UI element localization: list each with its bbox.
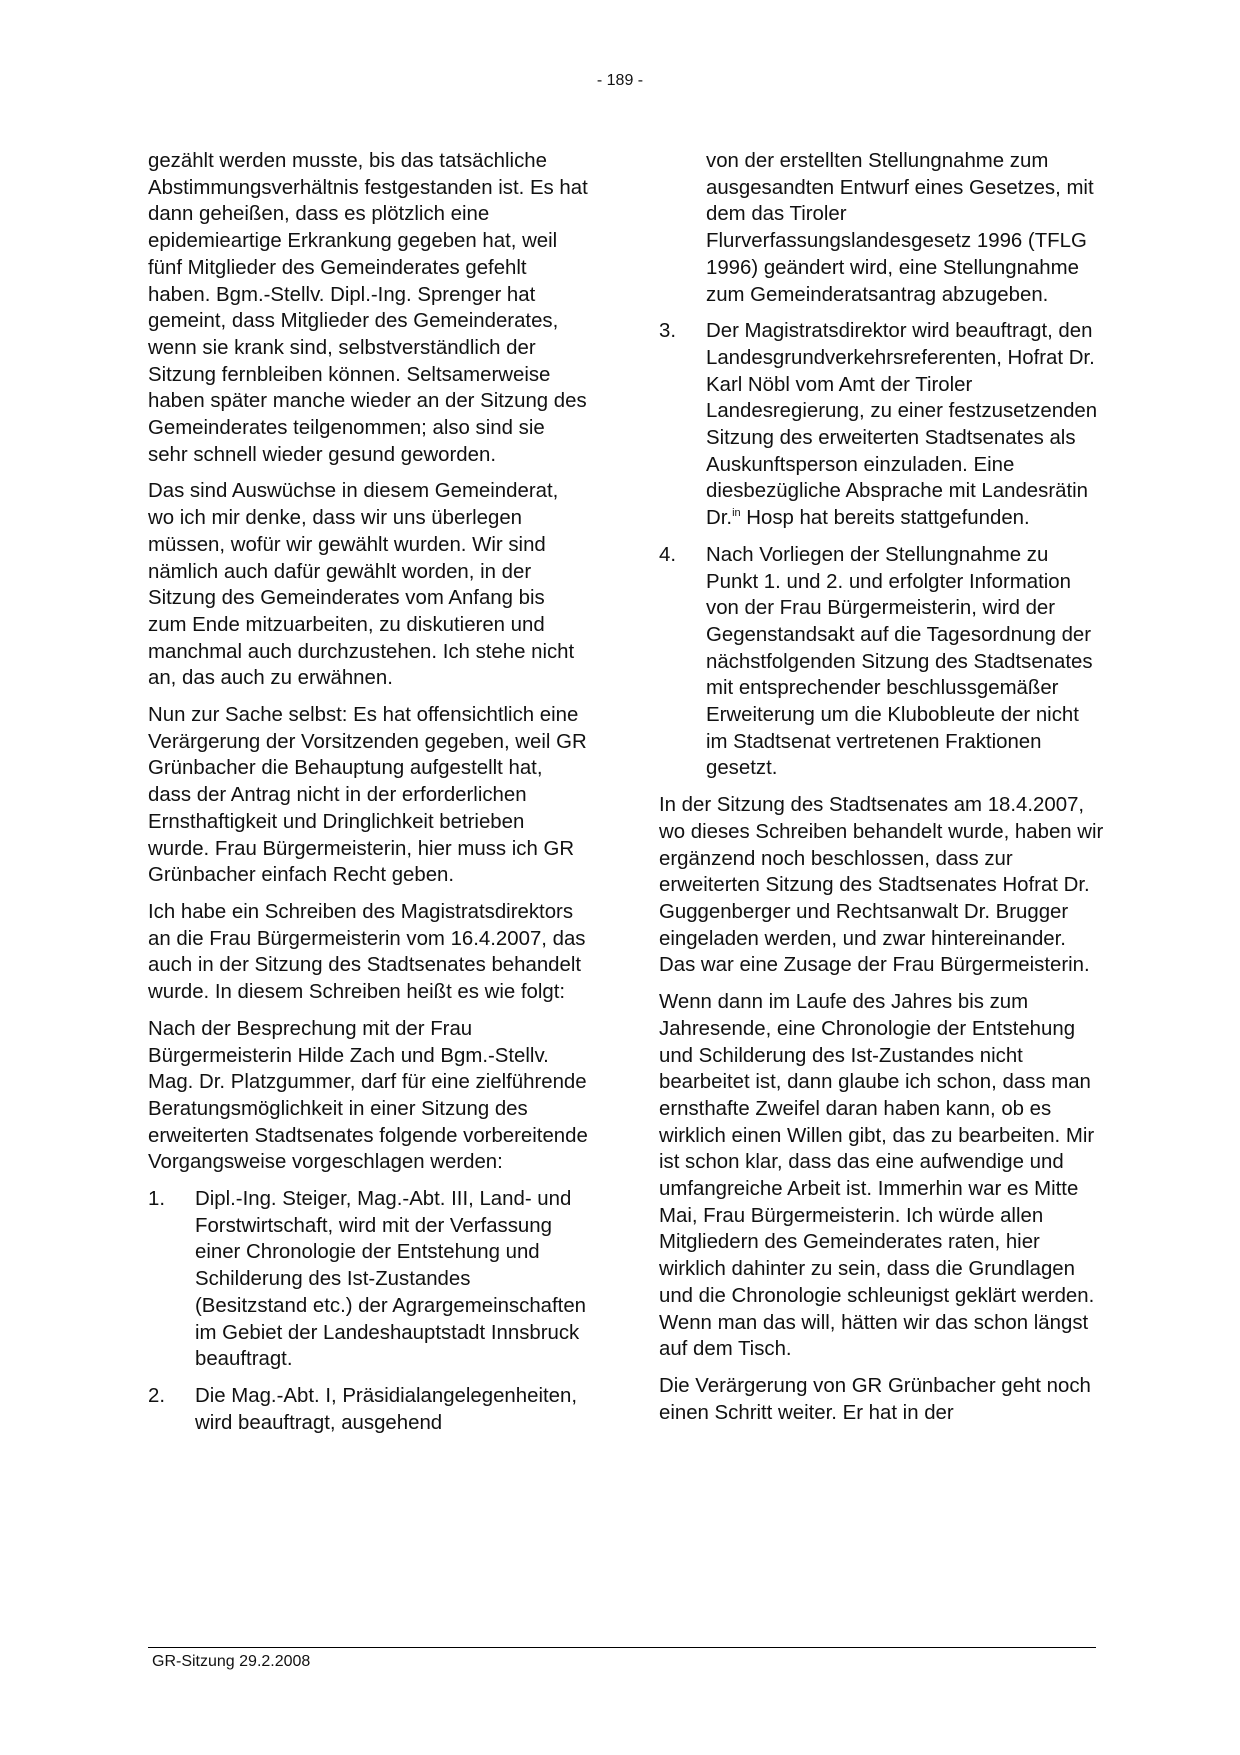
list-number: 4. <box>659 543 677 566</box>
list-text-part: Hosp hat bereits stattgefunden. <box>740 507 1030 530</box>
paragraph: gezählt werden musste, bis das tatsächliche Abstimmungsverhältnis festgestanden ist. Es hat dann geheißen, dass es plötzlich eine epidemieartige Erkrankung gegeben hat, weil fünf Mitglieder des Gemeinderates gefehlt haben. Bgm.-Stellv. Dipl.-Ing. Sprenger hat gemeint, dass Mitglieder des Gemeinderates, wenn sie krank sind, selbstverständlich der Sitzung fernbleiben können. Seltsamerweise haben später manche wieder an der Sitzung des Gemeinderates teilgenommen; also sind sie sehr schnell wieder gesund geworden. <box>148 150 588 466</box>
paragraph: Nach der Besprechung mit der Frau Bürgermeisterin Hilde Zach und Bgm.-Stellv. Mag. Dr. Platzgummer, darf für eine zielführende Beratungsmöglichkeit in einer Sitzung des erweiterten Stadtsenates folgende vorbereitende Vorgangsweise vorgeschlagen werden: <box>148 1017 588 1174</box>
list-text: Dipl.-Ing. Steiger, Mag.-Abt. III, Land- und Forstwirtschaft, wird mit der Verfassung einer Chronologie der Entstehung und Schilderung des Ist-Zustandes (Besitzstand etc.) der Agrargemeinschaften im Gebiet der Landeshauptstadt Innsbruck beauftragt. <box>195 1188 587 1371</box>
list-number: 1. <box>148 1188 166 1211</box>
left-column <box>148 148 588 1446</box>
list-number: 2. <box>148 1384 166 1407</box>
superscript: in <box>732 507 741 520</box>
list-item <box>659 542 1104 782</box>
footer-rule <box>148 1647 1096 1648</box>
right-column <box>659 148 1104 1436</box>
list-text-part: Der Magistratsdirektor wird beauftragt, den Landesgrundverkehrsreferenten, Hofrat Dr. Karl Nöbl vom Amt der Tiroler Landesregierung, zu einer festzusetzenden Sitzung des erweiterten Stadtsenates als Auskunftsperson einzuladen. Eine diesbezügliche Absprache mit Landesrätin Dr. <box>706 320 1098 530</box>
list-item-continuation: von der erstellten Stellungnahme zum ausgesandten Entwurf eines Gesetzes, mit dem das Tiroler Flurverfassungslandesgesetz 1996 (TFLG 1996) geändert wird, eine Stellungnahme zum Gemeinderatsantrag abzugeben. <box>706 150 1094 306</box>
paragraph: Ich habe ein Schreiben des Magistratsdirektors an die Frau Bürgermeisterin vom 16.4.2007, das auch in der Sitzung des Stadtsenates behandelt wurde. In diesem Schreiben heißt es wie folgt: <box>148 900 586 1004</box>
list-item <box>148 1383 588 1436</box>
list-item <box>148 1186 588 1373</box>
paragraph: Wenn dann im Laufe des Jahres bis zum Jahresende, eine Chronologie der Entstehung und Schilderung des Ist-Zustandes nicht bearbeitet ist, dann glaube ich schon, dass man ernsthafte Zweifel daran haben kann, ob es wirklich einen Willen gibt, das zu bearbeiten. Mir ist schon klar, dass das eine aufwendige und umfangreiche Arbeit ist. Immerhin war es Mitte Mai, Frau Bürgermeisterin. Ich würde allen Mitgliedern des Gemeinderates raten, hier wirklich dahinter zu sein, dass die Grundlagen und die Chronologie schleunigst geklärt werden. Wenn man das will, hätten wir das schon längst auf dem Tisch. <box>659 991 1095 1361</box>
list-item <box>659 318 1104 532</box>
paragraph: In der Sitzung des Stadtsenates am 18.4.2007, wo dieses Schreiben behandelt wurde, haben wir ergänzend noch beschlossen, dass zur erweiterten Sitzung des Stadtsenates Hofrat Dr. Guggenberger und Rechtsanwalt Dr. Brugger eingeladen werden, und zwar hintereinander. Das war eine Zusage der Frau Bürgermeisterin. <box>659 794 1104 977</box>
paragraph: Das sind Auswüchse in diesem Gemeinderat, wo ich mir denke, dass wir uns überlegen müssen, wofür wir gewählt wurden. Wir sind nämlich auch dafür gewählt worden, in der Sitzung des Gemeinderates vom Anfang bis zum Ende mitzuarbeiten, zu diskutieren und manchmal auch durchzustehen. Ich stehe nicht an, das auch zu erwähnen. <box>148 480 575 690</box>
paragraph: Die Verärgerung von GR Grünbacher geht noch einen Schritt weiter. Er hat in der <box>659 1374 1091 1424</box>
list-text: Die Mag.-Abt. I, Präsidialangelegenheiten, wird beauftragt, ausgehend <box>195 1384 577 1434</box>
list-text: Nach Vorliegen der Stellungnahme zu Punkt 1. und 2. und erfolgter Information von der Frau Bürgermeisterin, wird der Gegenstandsakt auf die Tagesordnung der nächstfolgenden Sitzung des Stadtsenates mit entsprechender beschlussgemäßer Erweiterung um die Klubobleute der nicht im Stadtsenat vertretenen Fraktionen gesetzt. <box>706 543 1093 780</box>
list-number: 3. <box>659 320 677 343</box>
paragraph: Nun zur Sache selbst: Es hat offensichtlich eine Verärgerung der Vorsitzenden gegeben, weil GR Grünbacher die Behauptung aufgestellt hat, dass der Antrag nicht in der erforderlichen Ernsthaftigkeit und Dringlichkeit betrieben wurde. Frau Bürgermeisterin, hier muss ich GR Grünbacher einfach Recht geben. <box>148 704 587 887</box>
page-number: - 189 - <box>596 72 644 89</box>
footer-text: GR-Sitzung 29.2.2008 <box>152 1653 311 1670</box>
list-text <box>706 318 1104 532</box>
